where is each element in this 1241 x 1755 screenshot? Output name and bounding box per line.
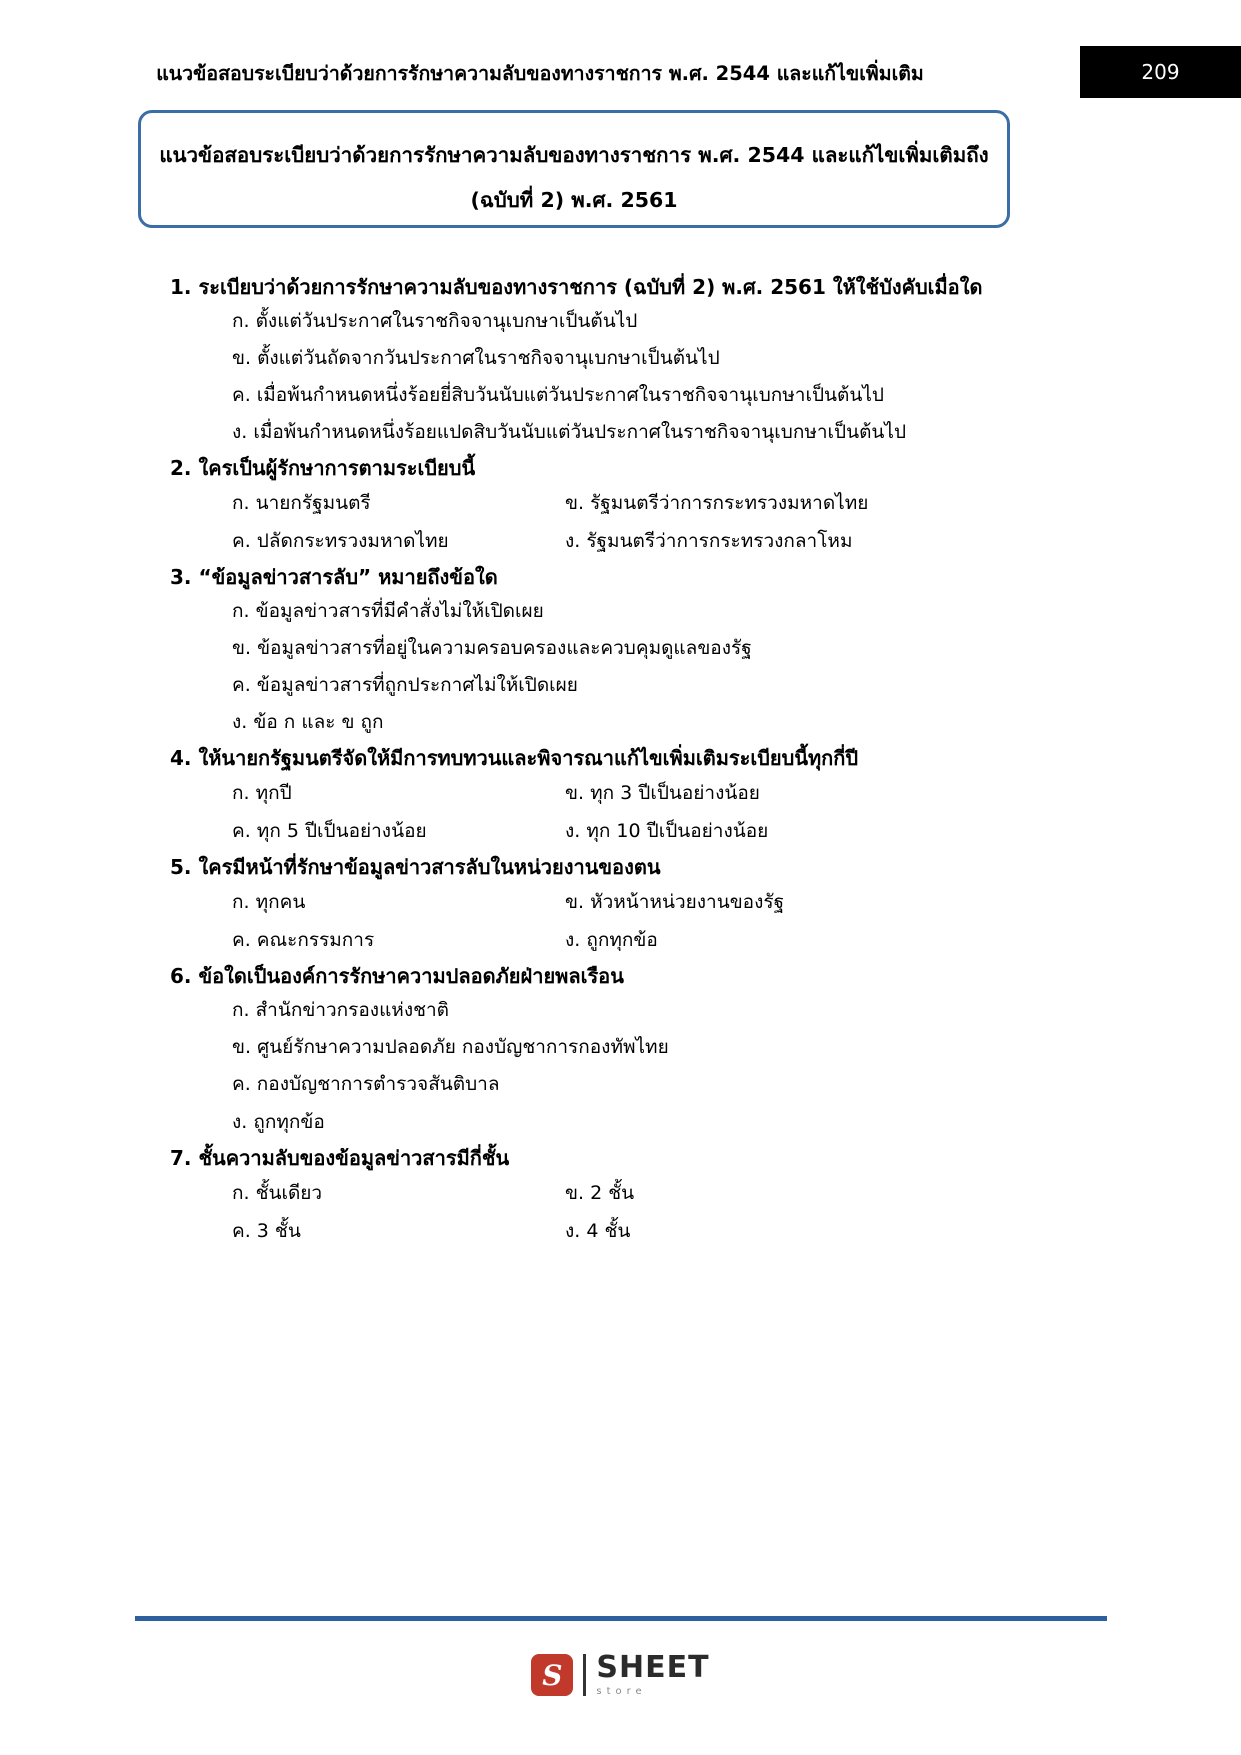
choice-6-b: ข. ศูนย์รักษาความปลอดภัย กองบัญชาการกองทัพไทย <box>232 1036 669 1059</box>
choice-4-c: ค. ทุก 5 ปีเป็นอย่างน้อย <box>232 820 427 843</box>
choice-6-c: ค. กองบัญชาการตำรวจสันติบาล <box>232 1073 500 1096</box>
choice-2-a: ก. นายกรัฐมนตรี <box>232 492 371 515</box>
choices-3 <box>0 593 1241 741</box>
footer-divider <box>135 1616 1107 1621</box>
question-text-6: 6. ข้อใดเป็นองค์การรักษาความปลอดภัยฝ่ายพลเรือน <box>170 964 624 989</box>
running-header-title: แนวข้อสอบระเบียบว่าด้วยการรักษาความลับของทางราชการ พ.ศ. 2544 และแก้ไขเพิ่มเติม <box>156 62 924 85</box>
choices-6 <box>0 992 1241 1140</box>
choices-2 <box>0 484 1241 560</box>
question-block-5 <box>0 852 1241 959</box>
logo-text: SHEET <box>596 1650 710 1685</box>
question-block-6 <box>0 961 1241 1140</box>
choice-3-a: ก. ข้อมูลข่าวสารที่มีคำสั่งไม่ให้เปิดเผย <box>232 600 544 623</box>
choice-5-d: ง. ถูกทุกข้อ <box>565 929 658 952</box>
choice-2-c: ค. ปลัดกระทรวงมหาดไทย <box>232 530 449 553</box>
document-title-line-2: (ฉบับที่ 2) พ.ศ. 2561 <box>470 188 678 212</box>
document-title-line-1: แนวข้อสอบระเบียบว่าด้วยการรักษาความลับของทางราชการ พ.ศ. 2544 และแก้ไขเพิ่มเติมถึง <box>159 143 989 167</box>
choice-1-c: ค. เมื่อพ้นกำหนดหนึ่งร้อยยี่สิบวันนับแต่วันประกาศในราชกิจจานุเบกษาเป็นต้นไป <box>232 384 884 407</box>
choices-5 <box>0 883 1241 959</box>
question-block-3 <box>0 562 1241 741</box>
choice-1-a: ก. ตั้งแต่วันประกาศในราชกิจจานุเบกษาเป็นต้นไป <box>232 310 638 332</box>
page-number: 209 <box>1141 60 1180 84</box>
question-block-7 <box>0 1143 1241 1250</box>
choice-7-b: ข. 2 ชั้น <box>565 1181 635 1204</box>
question-text-2: 2. ใครเป็นผู้รักษาการตามระเบียบนี้ <box>170 456 476 481</box>
document-title-box <box>138 110 1010 228</box>
question-text-3: 3. “ข้อมูลข่าวสารลับ” หมายถึงข้อใด <box>170 565 498 590</box>
choice-5-a: ก. ทุกคน <box>232 891 306 914</box>
choice-3-c: ค. ข้อมูลข่าวสารที่ถูกประกาศไม่ให้เปิดเผย <box>232 674 578 697</box>
choice-5-b: ข. หัวหน้าหน่วยงานของรัฐ <box>565 891 785 914</box>
choice-6-d: ง. ถูกทุกข้อ <box>232 1110 325 1133</box>
choice-3-d: ง. ข้อ ก และ ข ถูก <box>232 711 384 734</box>
question-block-2 <box>0 453 1241 560</box>
choices-4 <box>0 774 1241 850</box>
sheet-store-logo-icon: S <box>531 1654 573 1696</box>
question-block-1 <box>0 272 1241 451</box>
choice-7-d: ง. 4 ชั้น <box>565 1219 631 1242</box>
choice-5-c: ค. คณะกรรมการ <box>232 929 375 952</box>
choice-4-a: ก. ทุกปี <box>232 782 292 805</box>
question-text-1: 1. ระเบียบว่าด้วยการรักษาความลับของทางราชการ (ฉบับที่ 2) พ.ศ. 2561 ให้ใช้บังคับเมื่อใด <box>170 275 983 299</box>
question-text-5: 5. ใครมีหน้าที่รักษาข้อมูลข่าวสารลับในหน่วยงานของตน <box>170 855 661 880</box>
choice-6-a: ก. สำนักข่าวกรองแห่งชาติ <box>232 999 450 1022</box>
page-header <box>0 46 1241 98</box>
logo-text-wrap <box>596 1650 710 1697</box>
choice-2-b: ข. รัฐมนตรีว่าการกระทรวงมหาดไทย <box>565 492 869 515</box>
question-text-4: 4. ให้นายกรัฐมนตรีจัดให้มีการทบทวนและพิจารณาแก้ไขเพิ่มเติมระเบียบนี้ทุกกี่ปี <box>170 746 859 771</box>
choice-1-b: ข. ตั้งแต่วันถัดจากวันประกาศในราชกิจจานุเบกษาเป็นต้นไป <box>232 347 720 370</box>
choice-1-d: ง. เมื่อพ้นกำหนดหนึ่งร้อยแปดสิบวันนับแต่วันประกาศในราชกิจจานุเบกษาเป็นต้นไป <box>232 421 907 444</box>
choices-1 <box>0 303 1241 451</box>
question-text-7: 7. ชั้นความลับของข้อมูลข่าวสารมีกี่ชั้น <box>170 1145 510 1170</box>
choices-7 <box>0 1174 1241 1250</box>
choice-7-c: ค. 3 ชั้น <box>232 1219 301 1242</box>
questions-container <box>0 272 1241 1252</box>
footer-logo <box>0 1640 1241 1710</box>
choice-2-d: ง. รัฐมนตรีว่าการกระทรวงกลาโหม <box>565 530 853 553</box>
logo-divider <box>583 1654 586 1696</box>
choice-4-b: ข. ทุก 3 ปีเป็นอย่างน้อย <box>565 782 760 805</box>
choice-3-b: ข. ข้อมูลข่าวสารที่อยู่ในความครอบครองและควบคุมดูแลของรัฐ <box>232 637 752 660</box>
choice-7-a: ก. ชั้นเดียว <box>232 1181 323 1204</box>
choice-4-d: ง. ทุก 10 ปีเป็นอย่างน้อย <box>565 820 769 843</box>
question-block-4 <box>0 743 1241 850</box>
logo-subtext: store <box>596 1686 647 1697</box>
